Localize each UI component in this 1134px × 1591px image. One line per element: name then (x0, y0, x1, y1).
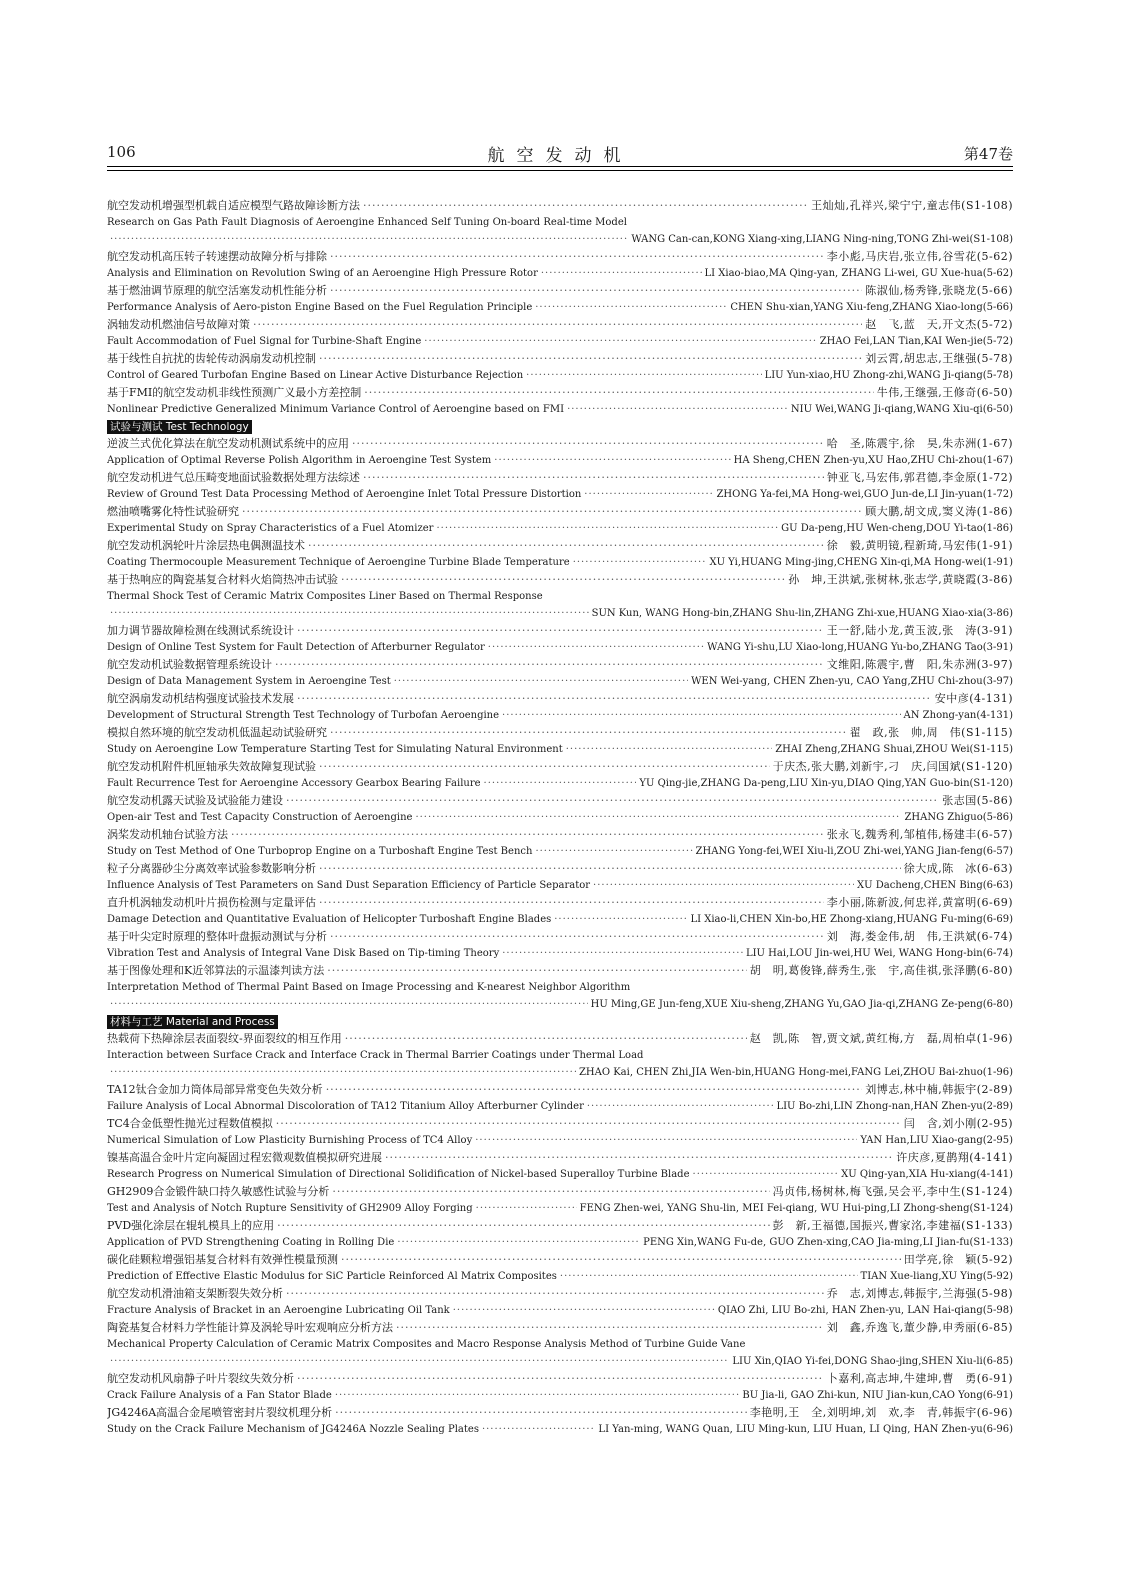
leader-dots (502, 945, 743, 962)
leader-dots (330, 282, 862, 299)
entry-authors: 卜嘉利,高志坤,牛建坤,曹 勇(6-91) (826, 1372, 1013, 1385)
section-heading-label: 材料与工艺 Material and Process (107, 1015, 278, 1029)
section-heading (107, 418, 1013, 435)
leader-dots (494, 452, 730, 469)
entry-row-english (107, 1098, 1013, 1115)
entry-row-chinese (107, 350, 1013, 367)
leader-dots (476, 1200, 577, 1217)
entry-title: PVD强化涂层在辊轧模具上的应用 (107, 1219, 275, 1232)
entry-authors: YU Qing-jie,ZHANG Da-peng,LIU Xin-yu,DIAO Qing,YAN Guo-bin(S1-120) (639, 778, 1013, 789)
entry-authors: 文维阳,陈震宇,曹 阳,朱赤洲(3-97) (826, 658, 1013, 671)
entry-authors: LIU Hai,LOU Jin-wei,HU Wei, WANG Hong-bin(6-74) (745, 948, 1013, 959)
leader-dots (319, 894, 824, 911)
entry-title: 碳化硅颗粒增强铝基复合材料有效弹性模量预测 (107, 1253, 338, 1266)
entry-authors: 牛伟,王继强,王修奇(6-50) (876, 386, 1013, 399)
entry-row-english (107, 605, 1013, 622)
entry-row-chinese (107, 1404, 1013, 1421)
leader-dots (276, 1115, 901, 1132)
entry-row-english (107, 1047, 1013, 1064)
entry-title: Fracture Analysis of Bracket in an Aeroengine Lubricating Oil Tank (107, 1305, 450, 1316)
entry-title: Application of Optimal Reverse Polish Algorithm in Aeroengine Test System (107, 455, 492, 466)
leader-dots (319, 758, 770, 775)
leader-dots (286, 792, 939, 809)
entry-title: TA12钛合金加力筒体局部异常变色失效分析 (107, 1083, 323, 1096)
entry-row-english (107, 979, 1013, 996)
entry-authors: HA Sheng,CHEN Zhen-yu,XU Hao,ZHU Chi-zhou(1-67) (733, 455, 1013, 466)
entry-title: Design of Data Management System in Aeroengine Test (107, 676, 391, 687)
entry-row-english (107, 741, 1013, 758)
leader-dots (330, 248, 824, 265)
entry-row-english (107, 1064, 1013, 1081)
leader-dots (110, 996, 588, 1013)
leader-dots (110, 1064, 576, 1081)
entry-row-english (107, 996, 1013, 1013)
entry-title: Mechanical Property Calculation of Ceramic Matrix Composites and Macro Response Analysis Method of Turbine Guide Vane (107, 1339, 746, 1350)
entry-authors: CHEN Shu-xian,YANG Xiu-feng,ZHANG Xiao-long(5-66) (730, 302, 1013, 313)
entry-authors: 顾大鹏,胡文成,窦义涛(1-86) (865, 505, 1013, 518)
entry-row-english (107, 1234, 1013, 1251)
entry-title: 直升机涡轴发动机叶片损伤检测与定量评估 (107, 896, 316, 909)
entry-title: 航空涡扇发动机结构强度试验技术发展 (107, 692, 294, 705)
leader-dots (475, 1132, 857, 1149)
leader-dots (535, 299, 727, 316)
entry-authors: ZHAO Fei,LAN Tian,KAI Wen-jie(5-72) (819, 336, 1013, 347)
entry-authors: LI Yan-ming, WANG Quan, LIU Ming-kun, LIU Huan, LI Qing, HAN Zhen-yu(6-96) (598, 1424, 1013, 1435)
entry-authors: 钟亚飞,马宏伟,郭君德,李金原(1-72) (826, 471, 1013, 484)
leader-dots (541, 265, 702, 282)
entry-title: Review of Ground Test Data Processing Method of Aeroengine Inlet Total Pressure Distortion (107, 489, 582, 500)
entry-title: 燃油喷嘴雾化特性试验研究 (107, 505, 239, 518)
entry-row-english (107, 1268, 1013, 1285)
entry-authors: 张永飞,魏秀利,邹植伟,杨建丰(6-57) (826, 828, 1013, 841)
entry-row-english (107, 299, 1013, 316)
entry-row-english (107, 945, 1013, 962)
entry-authors: 冯贞伟,杨树林,梅飞强,吴会平,李中生(S1-124) (772, 1185, 1013, 1198)
leader-dots (363, 197, 808, 214)
leader-dots (566, 741, 773, 758)
entry-title: 航空发动机露天试验及试验能力建设 (107, 794, 283, 807)
entry-title: 逆波兰式优化算法在航空发动机测试系统中的应用 (107, 437, 349, 450)
entry-row-chinese (107, 792, 1013, 809)
entry-authors: 许庆彦,夏鹊翔(4-141) (896, 1151, 1013, 1164)
section-heading-label: 试验与测试 Test Technology (107, 420, 252, 434)
entry-title: Prediction of Effective Elastic Modulus for SiC Particle Reinforced Al Matrix Composites (107, 1271, 557, 1282)
entry-authors: ZHAO Kai, CHEN Zhi,JIA Wen-bin,HUANG Hong-mei,FANG Lei,ZHOU Bai-zhuo(1-96) (578, 1067, 1013, 1078)
entry-authors: 陈淑仙,杨秀锋,张晓龙(5-66) (865, 284, 1013, 297)
entry-authors: XU Yi,HUANG Ming-jing,CHENG Xin-qi,MA Hong-wei(1-91) (709, 557, 1013, 568)
entry-authors: 哈 圣,陈震宇,徐 昊,朱赤洲(1-67) (826, 437, 1013, 450)
entry-authors: 安中彦(4-131) (934, 692, 1013, 705)
entry-row-english (107, 520, 1013, 537)
entry-row-english (107, 554, 1013, 571)
entry-title: Interaction between Surface Crack and Interface Crack in Thermal Barrier Coatings under Thermal Load (107, 1050, 644, 1061)
entry-title: Study on the Crack Failure Mechanism of JG4246A Nozzle Sealing Plates (107, 1424, 479, 1435)
entry-title: 陶瓷基复合材料力学性能计算及涡轮导叶宏观响应分析方法 (107, 1321, 393, 1334)
entry-authors: 刘云霄,胡忠志,王继强(5-78) (865, 352, 1013, 365)
leader-dots (332, 1183, 769, 1200)
leader-dots (693, 1166, 839, 1183)
leader-dots (567, 401, 788, 418)
entry-title: 航空发动机试验数据管理系统设计 (107, 658, 272, 671)
entry-row-chinese (107, 282, 1013, 299)
leader-dots (297, 690, 932, 707)
leader-dots (110, 231, 628, 248)
leader-dots (560, 1268, 858, 1285)
entry-row-english (107, 231, 1013, 248)
entry-title: Numerical Simulation of Low Plasticity Burnishing Process of TC4 Alloy (107, 1135, 473, 1146)
entry-title: 模拟自然环境的航空发动机低温起动试验研究 (107, 726, 327, 739)
entry-authors: 胡 明,葛俊锋,薛秀生,张 宇,高佳祺,张泽鹏(6-80) (749, 964, 1013, 977)
entry-authors: 田学亮,徐 颖(5-92) (903, 1253, 1013, 1266)
entry-title: 粒子分离器砂尘分离效率试验参数影响分析 (107, 862, 316, 875)
entry-authors: HU Ming,GE Jun-feng,XUE Xiu-sheng,ZHANG Yu,GAO Jia-qi,ZHANG Ze-peng(6-80) (590, 999, 1013, 1010)
entry-authors: 于庆杰,张大鹏,刘新宇,刁 庆,闫国斌(S1-120) (772, 760, 1013, 773)
entry-row-chinese (107, 1030, 1013, 1047)
entry-row-english (107, 367, 1013, 384)
entry-row-chinese (107, 622, 1013, 639)
leader-dots (110, 1353, 729, 1370)
entry-title: 基于叶尖定时原理的整体叶盘振动测试与分析 (107, 930, 327, 943)
entry-authors: FENG Zhen-wei, YANG Shu-lin, MEI Fei-qiang, WU Hui-ping,LI Zhong-sheng(S1-124) (579, 1203, 1013, 1214)
entry-row-english (107, 775, 1013, 792)
entry-authors: 李艳明,王 全,刘明坤,刘 欢,李 青,韩振宇(6-96) (749, 1406, 1013, 1419)
entry-title: 基于热响应的陶瓷基复合材料火焰筒热冲击试验 (107, 573, 338, 586)
section-heading (107, 1013, 1013, 1030)
entry-row-chinese (107, 1370, 1013, 1387)
entry-authors: ZHAI Zheng,ZHANG Shuai,ZHOU Wei(S1-115) (775, 744, 1013, 755)
entry-row-english (107, 1200, 1013, 1217)
entry-authors: LIU Yun-xiao,HU Zhong-zhi,WANG Ji-qiang(5-78) (764, 370, 1013, 381)
page-number: 106 (107, 143, 136, 161)
entry-title: 航空发动机涡轮叶片涂层热电偶测温技术 (107, 539, 305, 552)
entry-row-english (107, 1336, 1013, 1353)
entry-authors: 闫 含,刘小刚(2-95) (903, 1117, 1013, 1130)
entry-authors: WANG Yi-shu,LU Xiao-long,HUANG Yu-bo,ZHANG Tao(3-91) (707, 642, 1013, 653)
leader-dots (286, 1285, 824, 1302)
entry-row-chinese (107, 571, 1013, 588)
leader-dots (242, 503, 862, 520)
leader-dots (297, 622, 824, 639)
entry-title: Crack Failure Analysis of a Fan Stator Blade (107, 1390, 332, 1401)
entry-authors: QIAO Zhi, LIU Bo-zhi, HAN Zhen-yu, LAN Hai-qiang(5-98) (717, 1305, 1013, 1316)
leader-dots (396, 1319, 824, 1336)
leader-dots (330, 928, 824, 945)
entry-authors: 乔 志,刘博志,韩振宇,兰海强(5-98) (826, 1287, 1013, 1300)
leader-dots (231, 826, 824, 843)
leader-dots (415, 809, 901, 826)
entry-title: Study on Aeroengine Low Temperature Starting Test for Simulating Natural Environment (107, 744, 563, 755)
entry-row-chinese (107, 248, 1013, 265)
entry-title: Open-air Test and Test Capacity Construction of Aeroengine (107, 812, 413, 823)
header-rule-bottom (107, 170, 1013, 171)
entry-row-chinese (107, 435, 1013, 452)
leader-dots (253, 316, 862, 333)
leader-dots (584, 486, 713, 503)
entry-title: Failure Analysis of Local Abnormal Discoloration of TA12 Titanium Alloy Afterburner Cylinder (107, 1101, 584, 1112)
entry-row-chinese (107, 316, 1013, 333)
entry-title: Application of PVD Strengthening Coating in Rolling Die (107, 1237, 395, 1248)
entry-title: 基于FMI的航空发动机非线性预测广义最小方差控制 (107, 386, 362, 399)
leader-dots (297, 1370, 824, 1387)
entry-row-chinese (107, 1319, 1013, 1336)
leader-dots (502, 707, 901, 724)
entry-authors: ZHONG Ya-fei,MA Hong-wei,GUO Jun-de,LI Jin-yuan(1-72) (716, 489, 1013, 500)
entry-title: Nonlinear Predictive Generalized Minimum Variance Control of Aeroengine based on FMI (107, 404, 565, 415)
entry-title: Thermal Shock Test of Ceramic Matrix Composites Liner Based on Thermal Response (107, 591, 543, 602)
leader-dots (277, 1217, 770, 1234)
leader-dots (364, 384, 873, 401)
leader-dots (484, 775, 637, 792)
leader-dots (335, 1387, 740, 1404)
entry-row-english (107, 1302, 1013, 1319)
entry-row-english (107, 673, 1013, 690)
entry-title: Study on Test Method of One Turboprop Engine on a Turboshaft Engine Test Bench (107, 846, 533, 857)
entry-authors: LIU Xin,QIAO Yi-fei,DONG Shao-jing,SHEN Xiu-li(6-85) (732, 1356, 1013, 1367)
entry-row-english (107, 1421, 1013, 1438)
entry-title: 航空发动机高压转子转速摆动故障分析与排除 (107, 250, 327, 263)
entry-title: 基于燃油调节原理的航空活塞发动机性能分析 (107, 284, 327, 297)
leader-dots (453, 1302, 715, 1319)
entry-title: Damage Detection and Quantitative Evaluation of Helicopter Turboshaft Engine Blades (107, 914, 552, 925)
entry-title: Interpretation Method of Thermal Paint Based on Image Processing and K-nearest Neighbor Algorithm (107, 982, 631, 993)
entry-row-english (107, 707, 1013, 724)
entry-row-english (107, 265, 1013, 282)
entry-title: Vibration Test and Analysis of Integral Vane Disk Based on Tip-timing Theory (107, 948, 500, 959)
entry-title: Development of Structural Strength Test Technology of Turbofan Aeroengine (107, 710, 500, 721)
leader-dots (352, 435, 824, 452)
entry-authors: ZHANG Zhiguo(5-86) (904, 812, 1013, 823)
entry-title: 基于线性自抗扰的齿轮传动涡扇发动机控制 (107, 352, 316, 365)
entry-authors: PENG Xin,WANG Fu-de, GUO Zhen-xing,CAO Jia-ming,LI Jian-fu(S1-133) (643, 1237, 1013, 1248)
entry-row-english (107, 1132, 1013, 1149)
entry-row-chinese (107, 656, 1013, 673)
entry-title: 镍基高温合金叶片定向凝固过程宏微观数值模拟研究进展 (107, 1151, 382, 1164)
entry-authors: 翟 政,张 帅,周 伟(S1-115) (849, 726, 1013, 739)
entry-authors: 赵 凯,陈 智,贾文斌,黄红梅,方 磊,周柏卓(1-96) (749, 1032, 1013, 1045)
entry-row-english (107, 486, 1013, 503)
entry-authors: 徐大成,陈 冰(6-63) (903, 862, 1013, 875)
entry-authors: BU Jia-li, GAO Zhi-kun, NIU Jian-kun,CAO Yong(6-91) (742, 1390, 1013, 1401)
leader-dots (110, 605, 589, 622)
entry-row-chinese (107, 537, 1013, 554)
entry-title: Research on Gas Path Fault Diagnosis of Aeroengine Enhanced Self Tuning On-board Real-time Model (107, 217, 627, 228)
entry-authors: 王灿灿,孔祥兴,梁宁宁,童志伟(S1-108) (811, 199, 1013, 212)
entry-row-chinese (107, 1115, 1013, 1132)
entry-title: Coating Thermocouple Measurement Technique of Aeroengine Turbine Blade Temperature (107, 557, 570, 568)
entry-authors: 张志国(5-86) (942, 794, 1013, 807)
journal-title: 航空发动机 (487, 146, 633, 166)
entry-row-chinese (107, 1285, 1013, 1302)
entry-row-chinese (107, 469, 1013, 486)
entry-row-chinese (107, 1149, 1013, 1166)
entry-authors: XU Qing-yan,XIA Hu-xiang(4-141) (841, 1169, 1013, 1180)
entry-row-chinese (107, 1217, 1013, 1234)
entry-authors: LIU Bo-zhi,LIN Zhong-nan,HAN Zhen-yu(2-89) (776, 1101, 1013, 1112)
entry-title: 航空发动机进气总压畸变地面试验数据处理方法综述 (107, 471, 360, 484)
entry-authors: 赵 飞,蓝 天,开文杰(5-72) (865, 318, 1013, 331)
leader-dots (394, 673, 688, 690)
leader-dots (341, 571, 785, 588)
entry-row-chinese (107, 690, 1013, 707)
entry-authors: 李小丽,陈新波,何忠祥,黄富明(6-69) (826, 896, 1013, 909)
leader-dots (385, 1149, 893, 1166)
entry-row-english (107, 877, 1013, 894)
leader-dots (573, 554, 707, 571)
leader-dots (319, 350, 862, 367)
leader-dots (436, 520, 778, 537)
entry-row-english (107, 1166, 1013, 1183)
leader-dots (488, 639, 704, 656)
entry-title: Design of Online Test System for Fault Detection of Afterburner Regulator (107, 642, 485, 653)
entry-authors: NIU Wei,WANG Ji-qiang,WANG Xiu-qi(6-50) (790, 404, 1013, 415)
entry-row-english (107, 333, 1013, 350)
entry-title: Analysis and Elimination on Revolution Swing of an Aeroengine High Pressure Rotor (107, 268, 538, 279)
entry-row-english (107, 843, 1013, 860)
entry-authors: ZHANG Yong-fei,WEI Xiu-li,ZOU Zhi-wei,YANG Jian-feng(6-57) (695, 846, 1013, 857)
entry-row-english (107, 588, 1013, 605)
entry-row-chinese (107, 860, 1013, 877)
volume-label: 第47卷 (963, 145, 1013, 163)
leader-dots (275, 656, 824, 673)
entry-title: 涡轴发动机燃油信号故障对策 (107, 318, 250, 331)
entry-title: 航空发动机附件机匣轴承失效故障复现试验 (107, 760, 316, 773)
entry-authors: 孙 坤,王洪斌,张树林,张志学,黄晓霞(3-86) (788, 573, 1013, 586)
entry-row-english (107, 214, 1013, 231)
entry-authors: 徐 毅,黄明镜,程新琦,马宏伟(1-91) (826, 539, 1013, 552)
entry-row-chinese (107, 928, 1013, 945)
leader-dots (363, 469, 824, 486)
leader-dots (526, 367, 761, 384)
entry-title: 涡桨发动机轴台试验方法 (107, 828, 228, 841)
entry-authors: SUN Kun, WANG Hong-bin,ZHANG Shu-lin,ZHANG Zhi-xue,HUANG Xiao-xia(3-86) (591, 608, 1013, 619)
entry-row-chinese (107, 724, 1013, 741)
entry-authors: LI Xiao-li,CHEN Xin-bo,HE Zhong-xiang,HUANG Fu-ming(6-69) (690, 914, 1013, 925)
entry-row-english (107, 639, 1013, 656)
entry-title: Control of Geared Turbofan Engine Based on Linear Active Disturbance Rejection (107, 370, 524, 381)
entry-title: Influence Analysis of Test Parameters on Sand Dust Separation Efficiency of Particle Separator (107, 880, 591, 891)
leader-dots (482, 1421, 595, 1438)
entry-row-english (107, 1387, 1013, 1404)
entry-authors: XU Dacheng,CHEN Bing(6-63) (857, 880, 1013, 891)
entry-authors: 刘博志,林中楠,韩振宇(2-89) (865, 1083, 1013, 1096)
entry-row-chinese (107, 1183, 1013, 1200)
entry-authors: GU Da-peng,HU Wen-cheng,DOU Yi-tao(1-86) (781, 523, 1013, 534)
leader-dots (424, 333, 816, 350)
entry-row-english (107, 452, 1013, 469)
entry-row-chinese (107, 962, 1013, 979)
entry-row-english (107, 809, 1013, 826)
entry-title: 航空发动机风扇静子叶片裂纹失效分析 (107, 1372, 294, 1385)
entry-authors: WANG Can-can,KONG Xiang-xing,LIANG Ning-ning,TONG Zhi-wei(S1-108) (631, 234, 1013, 245)
index-listing (107, 197, 1013, 1438)
entry-authors: 彭 新,王福德,国振兴,曹家洺,李建福(S1-133) (772, 1219, 1013, 1232)
leader-dots (587, 1098, 774, 1115)
leader-dots (397, 1234, 640, 1251)
entry-title: Fault Recurrence Test for Aeroengine Accessory Gearbox Bearing Failure (107, 778, 481, 789)
entry-row-chinese (107, 1081, 1013, 1098)
entry-authors: 刘 鑫,乔逸飞,董少静,申秀丽(6-85) (826, 1321, 1013, 1334)
entry-row-chinese (107, 197, 1013, 214)
entry-authors: LI Xiao-biao,MA Qing-yan, ZHANG Li-wei, GU Xue-hua(5-62) (704, 268, 1013, 279)
entry-authors: 刘 海,娄金伟,胡 伟,王洪斌(6-74) (826, 930, 1013, 943)
entry-authors: YAN Han,LIU Xiao-gang(2-95) (860, 1135, 1013, 1146)
entry-title: TC4合金低塑性抛光过程数值模拟 (107, 1117, 273, 1130)
leader-dots (535, 843, 692, 860)
entry-title: JG4246A高温合金尾喷管密封片裂纹机理分析 (107, 1406, 333, 1419)
entry-row-chinese (107, 758, 1013, 775)
leader-dots (554, 911, 687, 928)
leader-dots (341, 1251, 901, 1268)
entry-title: Research Progress on Numerical Simulation of Directional Solidification of Nickel-based Superalloy Turbine Blade (107, 1169, 690, 1180)
entry-row-chinese (107, 826, 1013, 843)
entry-authors: TIAN Xue-liang,XU Ying(5-92) (860, 1271, 1013, 1282)
leader-dots (593, 877, 854, 894)
entry-title: 航空发动机滑油箱支架断裂失效分析 (107, 1287, 283, 1300)
leader-dots (326, 1081, 863, 1098)
entry-authors: WEN Wei-yang, CHEN Zhen-yu, CAO Yang,ZHU Chi-zhou(3-97) (691, 676, 1013, 687)
entry-title: Performance Analysis of Aero-piston Engine Based on the Fuel Regulation Principle (107, 302, 533, 313)
entry-row-english (107, 911, 1013, 928)
leader-dots (330, 724, 847, 741)
entry-title: 加力调节器故障检测在线测试系统设计 (107, 624, 294, 637)
entry-title: 热载荷下热障涂层表面裂纹-界面裂纹的相互作用 (107, 1032, 342, 1045)
entry-row-english (107, 1353, 1013, 1370)
entry-row-chinese (107, 894, 1013, 911)
entry-title: Fault Accommodation of Fuel Signal for Turbine-Shaft Engine (107, 336, 422, 347)
entry-authors: AN Zhong-yan(4-131) (903, 710, 1013, 721)
leader-dots (327, 962, 747, 979)
entry-title: GH2909合金锻件缺口持久敏感性试验与分析 (107, 1185, 330, 1198)
entry-authors: 王一舒,陆小龙,黄玉波,张 涛(3-91) (826, 624, 1013, 637)
header-rule-top (107, 166, 1013, 167)
entry-title: Experimental Study on Spray Characteristics of a Fuel Atomizer (107, 523, 434, 534)
leader-dots (335, 1404, 747, 1421)
entry-title: Test and Analysis of Notch Rupture Sensitivity of GH2909 Alloy Forging (107, 1203, 473, 1214)
leader-dots (308, 537, 824, 554)
entry-title: 基于图像处理和K近邻算法的示温漆判读方法 (107, 964, 325, 977)
leader-dots (319, 860, 901, 877)
entry-title: 航空发动机增强型机载自适应模型气路故障诊断方法 (107, 199, 360, 212)
entry-row-chinese (107, 384, 1013, 401)
entry-authors: 李小彪,马庆岩,张立伟,谷雪花(5-62) (826, 250, 1013, 263)
entry-row-chinese (107, 1251, 1013, 1268)
entry-row-english (107, 401, 1013, 418)
leader-dots (345, 1030, 747, 1047)
entry-row-chinese (107, 503, 1013, 520)
